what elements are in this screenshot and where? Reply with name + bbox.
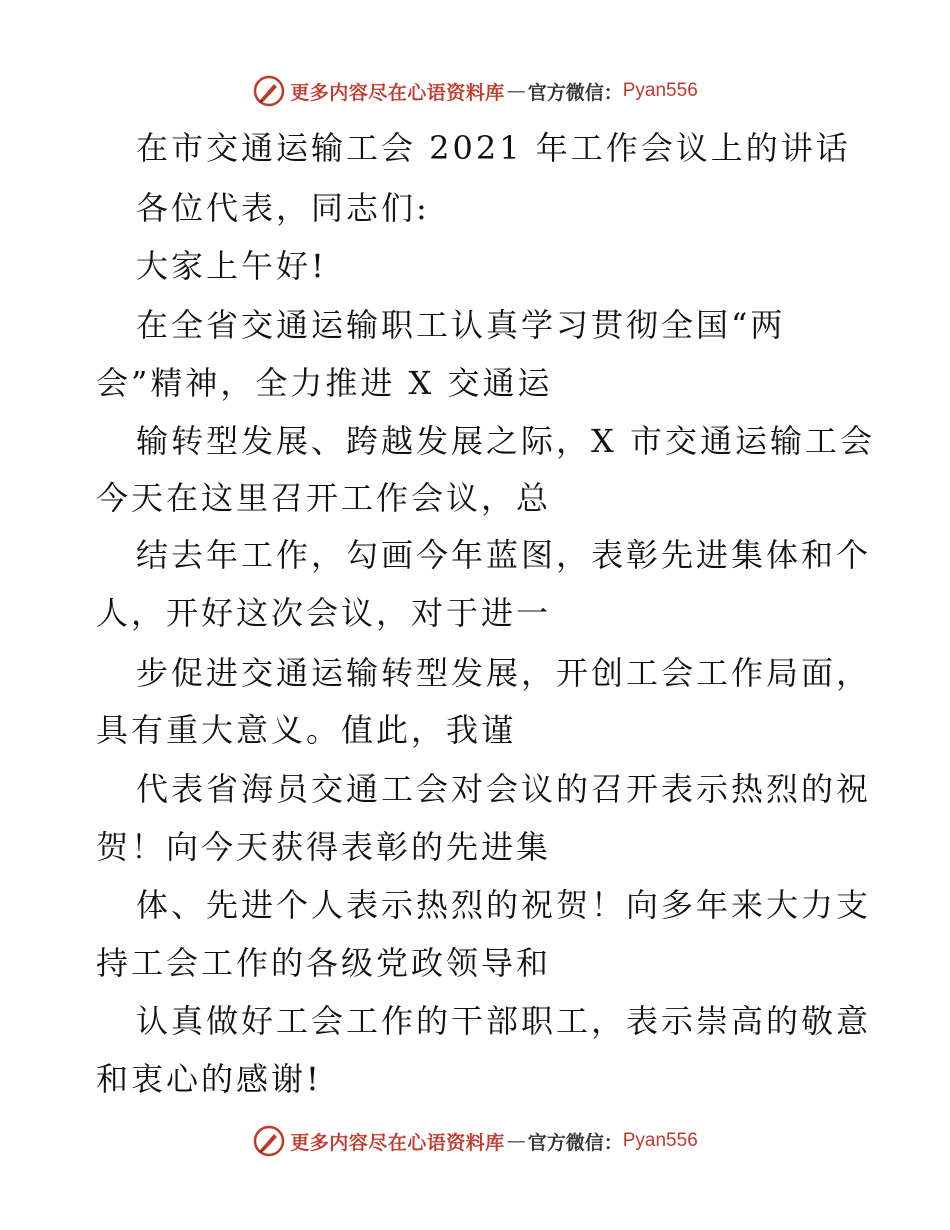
body-line: 结去年工作，勾画今年蓝图，表彰先进集体和个 (136, 536, 872, 574)
watermark-official: 官方微信： (527, 81, 623, 104)
body-line: 代表省海员交通工会对会议的召开表示热烈的祝 (136, 770, 872, 808)
pen-logo-icon (252, 1124, 286, 1158)
watermark-banner-top (0, 71, 950, 111)
body-line: 今天在这里召开工作会议，总 (96, 479, 552, 517)
watermark-handle: Pyan556 (622, 1130, 698, 1151)
body-line: 持工会工作的各级党政领导和 (96, 944, 552, 982)
salutation: 各位代表，同志们: (136, 189, 430, 227)
doc-title: 在市交通运输工会 2021 年工作会议上的讲话 (136, 129, 851, 167)
watermark-banner-bottom (0, 1121, 950, 1161)
watermark-text: 更多内容尽在心语资料库 (290, 1131, 505, 1154)
body-line: 和衷心的感谢! (96, 1060, 322, 1098)
body-line: 具有重大意义。值此，我谨 (96, 711, 517, 749)
watermark-official: 官方微信： (527, 1131, 623, 1154)
body-line: 贺！向今天获得表彰的先进集 (96, 828, 552, 866)
watermark-text: 更多内容尽在心语资料库 (290, 81, 505, 104)
body-line: 步促进交通运输转型发展，开创工会工作局面， (136, 654, 872, 692)
body-line: 认真做好工会工作的干部职工，表示崇高的敬意 (136, 1002, 872, 1040)
body-line: 在全省交通运输职工认真学习贯彻全国“两 (136, 306, 786, 344)
body-line: 输转型发展、跨越发展之际，X 市交通运输工会 (136, 422, 875, 460)
watermark-dash: — (506, 80, 526, 102)
greeting: 大家上午好! (136, 247, 327, 285)
pen-logo-icon (252, 74, 286, 108)
watermark-handle: Pyan556 (622, 80, 698, 101)
body-line: 体、先进个人表示热烈的祝贺！向多年来大力支 (136, 886, 872, 924)
body-line: 会”精神，全力推进 X 交通运 (96, 364, 553, 402)
watermark-dash: — (506, 1130, 526, 1152)
body-line: 人，开好这次会议，对于进一 (96, 594, 552, 632)
